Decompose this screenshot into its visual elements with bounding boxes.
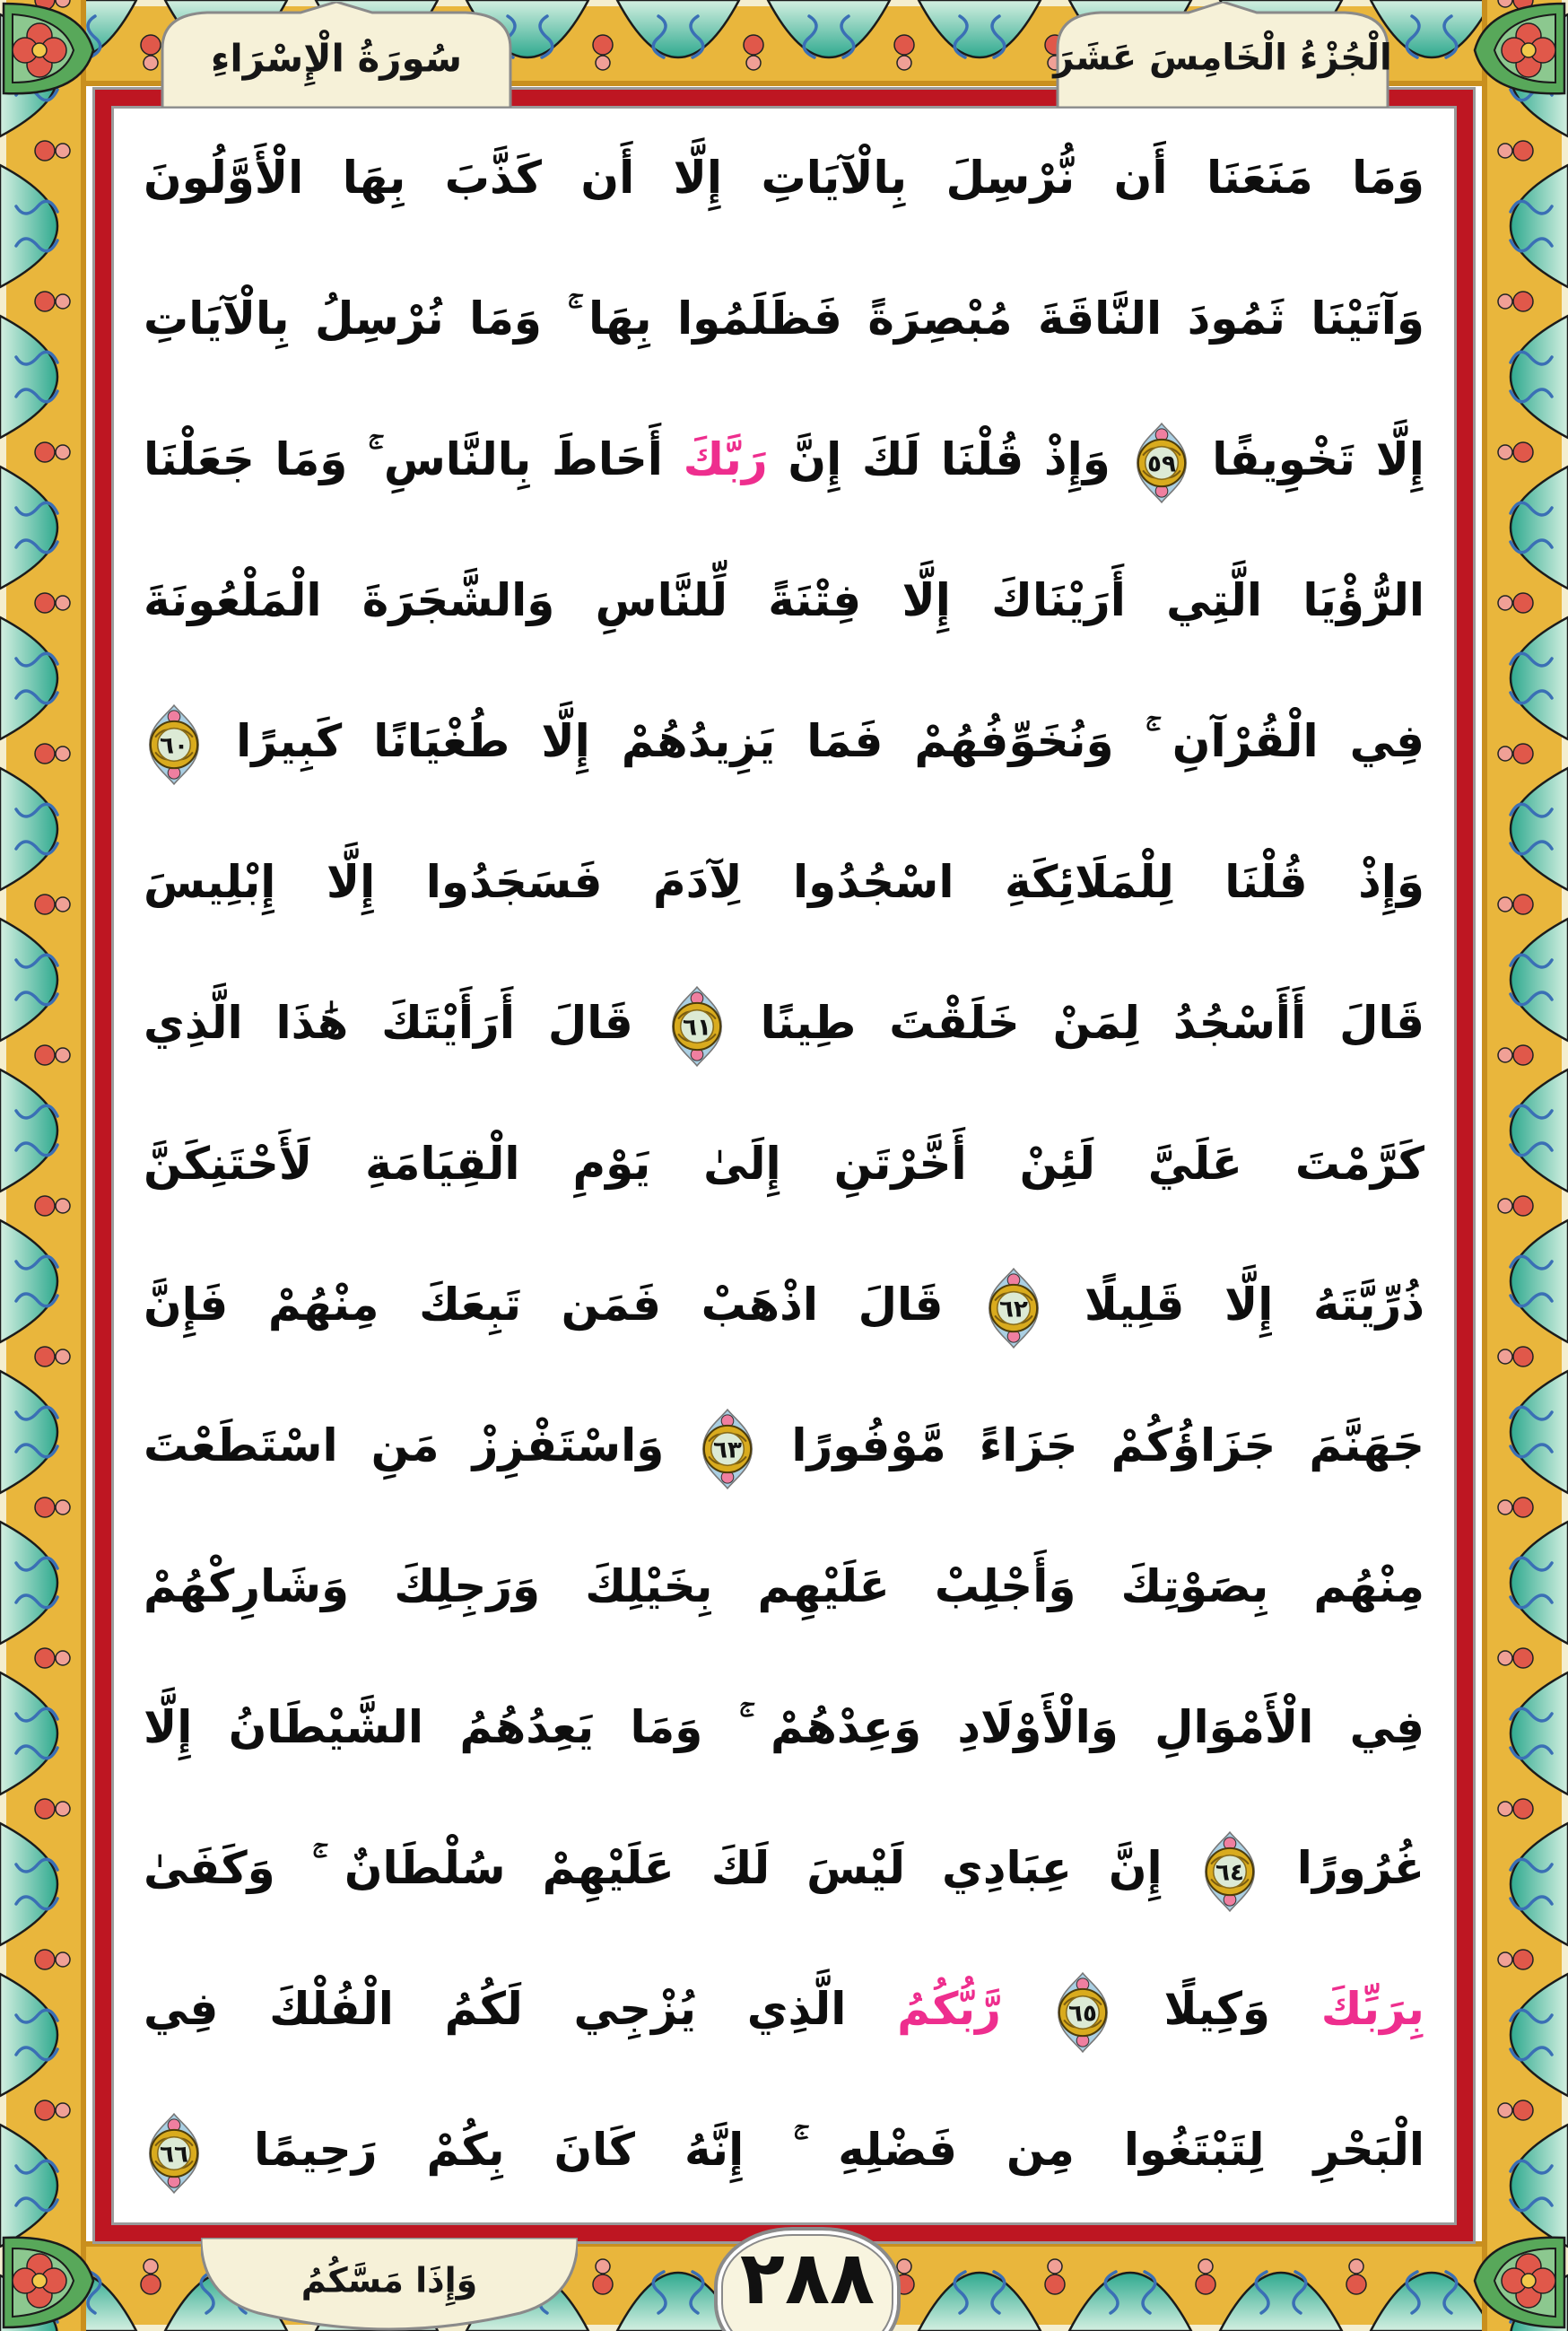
quran-line-5 <box>144 671 1424 812</box>
juz-title: الْجُزْءُ الْخَامِسَ عَشَرَ <box>1053 37 1392 79</box>
ayah-text: إِنَّ عِبَادِي لَيْسَ لَكَ عَلَيْهِمْ سُلْطَانٌ ۚ وَكَفَىٰ <box>144 1842 1163 1894</box>
ayah-text: وَكِيلًا <box>1163 1983 1270 2035</box>
quran-line-2 <box>144 249 1424 389</box>
ayah-text: كَرَّمْتَ عَلَيَّ لَئِنْ أَخَّرْتَنِ إِلَىٰ يَوْمِ الْقِيَامَةِ لَأَحْتَنِكَنَّ <box>144 1138 1424 1190</box>
svg-text:٦٢: ٦٢ <box>999 1295 1029 1323</box>
ayah-text: وَاسْتَفْزِزْ مَنِ اسْتَطَعْتَ <box>144 1419 665 1471</box>
quran-line-12 <box>144 1657 1424 1798</box>
divine-name-word: رَّبُّكُمُ <box>897 1983 1001 2035</box>
svg-text:٥٩: ٥٩ <box>1146 450 1176 477</box>
ayah-text: فِي الْأَمْوَالِ وَالْأَوْلَادِ وَعِدْهُمْ ۚ وَمَا يَعِدُهُمُ الشَّيْطَانُ إِلَّا <box>144 1701 1424 1753</box>
ayah-text: غُرُورًا <box>1296 1842 1424 1894</box>
verse-marker <box>983 1235 1044 1375</box>
quran-line-3 <box>144 389 1424 530</box>
ayah-text: وَمَا مَنَعَنَا أَن نُّرْسِلَ بِالْآيَاتِ إِلَّا أَن كَذَّبَ بِهَا الْأَوَّلُونَ <box>144 152 1424 204</box>
ayah-text: الْبَحْرِ لِتَبْتَغُوا مِن فَضْلِهِ ۚ إِنَّهُ كَانَ بِكُمْ رَحِيمًا <box>253 2124 1424 2176</box>
ayah-text: ذُرِّيَّتَهُ إِلَّا قَلِيلًا <box>1084 1279 1424 1331</box>
verse-marker <box>1052 1939 1113 2080</box>
juz-title-cartouche <box>1052 2 1393 108</box>
ayah-text: الرُّؤْيَا الَّتِي أَرَيْنَاكَ إِلَّا فِتْنَةً لِّلنَّاسِ وَالشَّجَرَةَ الْمَلْعُونَةَ <box>144 574 1424 626</box>
verse-marker <box>666 953 727 1094</box>
quran-line-15 <box>144 2080 1424 2221</box>
ayah-text: إِلَّا تَخْوِيفًا <box>1212 433 1424 485</box>
verse-marker <box>144 671 205 812</box>
quran-line-6 <box>144 812 1424 953</box>
catchword-cartouche <box>201 2238 578 2331</box>
surah-title-cartouche <box>157 2 516 108</box>
verse-marker <box>697 1375 758 1516</box>
quran-line-9 <box>144 1235 1424 1375</box>
ayah-text: وَإِذْ قُلْنَا لِلْمَلَائِكَةِ اسْجُدُوا لِآدَمَ فَسَجَدُوا إِلَّا إِبْلِيسَ <box>144 856 1424 908</box>
verse-marker <box>1199 1798 1260 1939</box>
quran-line-7 <box>144 953 1424 1094</box>
ayah-text: جَهَنَّمَ جَزَاؤُكُمْ جَزَاءً مَّوْفُورًا <box>791 1419 1424 1471</box>
catchword: وَإِذَا مَسَّكُمُ <box>301 2260 478 2300</box>
corner-rosette-icon <box>1468 0 1568 100</box>
ayah-text: وَإِذْ قُلْنَا لَكَ إِنَّ <box>788 433 1111 485</box>
ayah-text: فِي الْقُرْآنِ ۚ وَنُخَوِّفُهُمْ فَمَا يَزِيدُهُمْ إِلَّا طُغْيَانًا كَبِيرًا <box>236 715 1424 767</box>
divine-name-word: رَبَّكَ <box>683 433 768 485</box>
svg-text:٦٣: ٦٣ <box>713 1436 743 1463</box>
verse-marker <box>1131 389 1192 530</box>
quran-line-13 <box>144 1798 1424 1939</box>
quran-line-1 <box>144 108 1424 249</box>
ayah-text: قَالَ أَأَسْجُدُ لِمَنْ خَلَقْتَ طِينًا <box>760 997 1424 1049</box>
page-number: ٢٨٨ <box>739 2236 875 2321</box>
quran-line-14 <box>144 1939 1424 2080</box>
corner-rosette-icon <box>1468 2231 1568 2331</box>
surah-title: سُورَةُ الْإِسْرَاءِ <box>210 36 463 81</box>
quran-line-11 <box>144 1516 1424 1657</box>
ornamental-border-right <box>1482 0 1568 2331</box>
ayah-text: الَّذِي يُزْجِي لَكُمُ الْفُلْكَ فِي <box>144 1983 847 2035</box>
svg-text:٦٠: ٦٠ <box>160 731 188 759</box>
ayah-text: مِنْهُم بِصَوْتِكَ وَأَجْلِبْ عَلَيْهِم بِخَيْلِكَ وَرَجِلِكَ وَشَارِكْهُمْ <box>144 1560 1424 1612</box>
ayah-text: قَالَ اذْهَبْ فَمَن تَبِعَكَ مِنْهُمْ فَإِنَّ <box>144 1279 944 1331</box>
page-number-cartouche <box>714 2227 901 2331</box>
ornamental-border-left <box>0 0 86 2331</box>
ayah-text: أَحَاطَ بِالنَّاسِ ۚ وَمَا جَعَلْنَا <box>144 433 663 485</box>
svg-text:٦١: ٦١ <box>682 1013 711 1041</box>
corner-rosette-icon <box>0 2231 100 2331</box>
quran-line-10 <box>144 1375 1424 1516</box>
quran-line-8 <box>144 1094 1424 1235</box>
svg-text:٦٦: ٦٦ <box>160 2140 188 2168</box>
ayah-text: وَآتَيْنَا ثَمُودَ النَّاقَةَ مُبْصِرَةً فَظَلَمُوا بِهَا ۚ وَمَا نُرْسِلُ بِالْآيَاتِ <box>144 292 1424 345</box>
quran-line-4 <box>144 530 1424 671</box>
corner-rosette-icon <box>0 0 100 100</box>
verse-marker <box>144 2080 205 2221</box>
svg-text:٦٤: ٦٤ <box>1215 1858 1244 1886</box>
divine-name-word: بِرَبِّكَ <box>1320 1983 1424 2035</box>
svg-text:٦٥: ٦٥ <box>1067 1999 1097 2027</box>
ayah-text: قَالَ أَرَأَيْتَكَ هَٰذَا الَّذِي <box>144 997 633 1049</box>
quran-text-block <box>144 108 1424 2221</box>
